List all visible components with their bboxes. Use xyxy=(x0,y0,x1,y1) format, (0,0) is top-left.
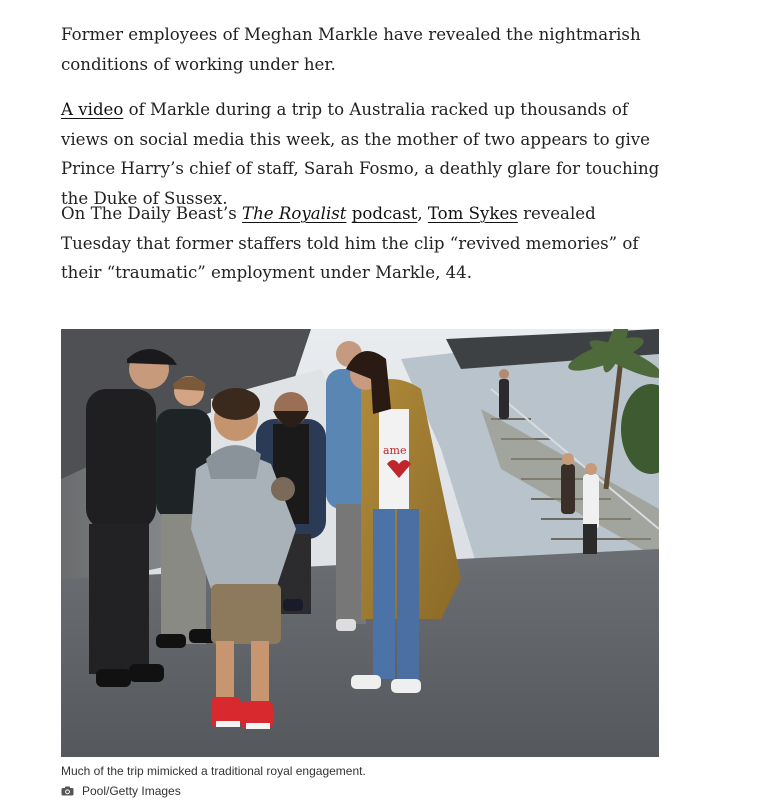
photo-caption: Much of the trip mimicked a traditional royal engagement. xyxy=(61,764,366,778)
article-photo[interactable] xyxy=(61,329,659,757)
the-royalist-link[interactable] xyxy=(242,204,346,223)
paragraph-3 xyxy=(61,199,661,288)
paragraph-3-comma: , xyxy=(417,204,428,223)
the-royalist-link-text: The Royalist xyxy=(242,204,347,223)
tom-sykes-link[interactable]: Tom Sykes xyxy=(427,204,518,223)
paragraph-3-text: revealed Tuesday that former staffers told him the clip “revived memories” of their “traumatic” employment under Markle, 44. xyxy=(61,204,639,282)
photo-credit xyxy=(61,784,181,798)
paragraph-2 xyxy=(61,95,661,213)
photo-credit-text: Pool/Getty Images xyxy=(82,784,181,798)
paragraph-3-lead: On The Daily Beast’s xyxy=(61,204,243,223)
podcast-link[interactable]: podcast xyxy=(351,204,418,223)
svg-text:ame: ame xyxy=(383,444,407,457)
camera-icon xyxy=(61,786,74,796)
video-link[interactable]: A video xyxy=(61,100,124,119)
paragraph-2-text: of Markle during a trip to Australia racked up thousands of views on social media this week, as the mother of two appears to give Prince Harry’s chief of staff, Sarah Fosmo, a deathly glare for touching the Duke of Sussex. xyxy=(61,100,660,208)
paragraph-1 xyxy=(61,20,661,79)
photo-icon xyxy=(61,329,659,757)
paragraph-1-text: Former employees of Meghan Markle have revealed the nightmarish conditions of working under her. xyxy=(61,25,641,74)
